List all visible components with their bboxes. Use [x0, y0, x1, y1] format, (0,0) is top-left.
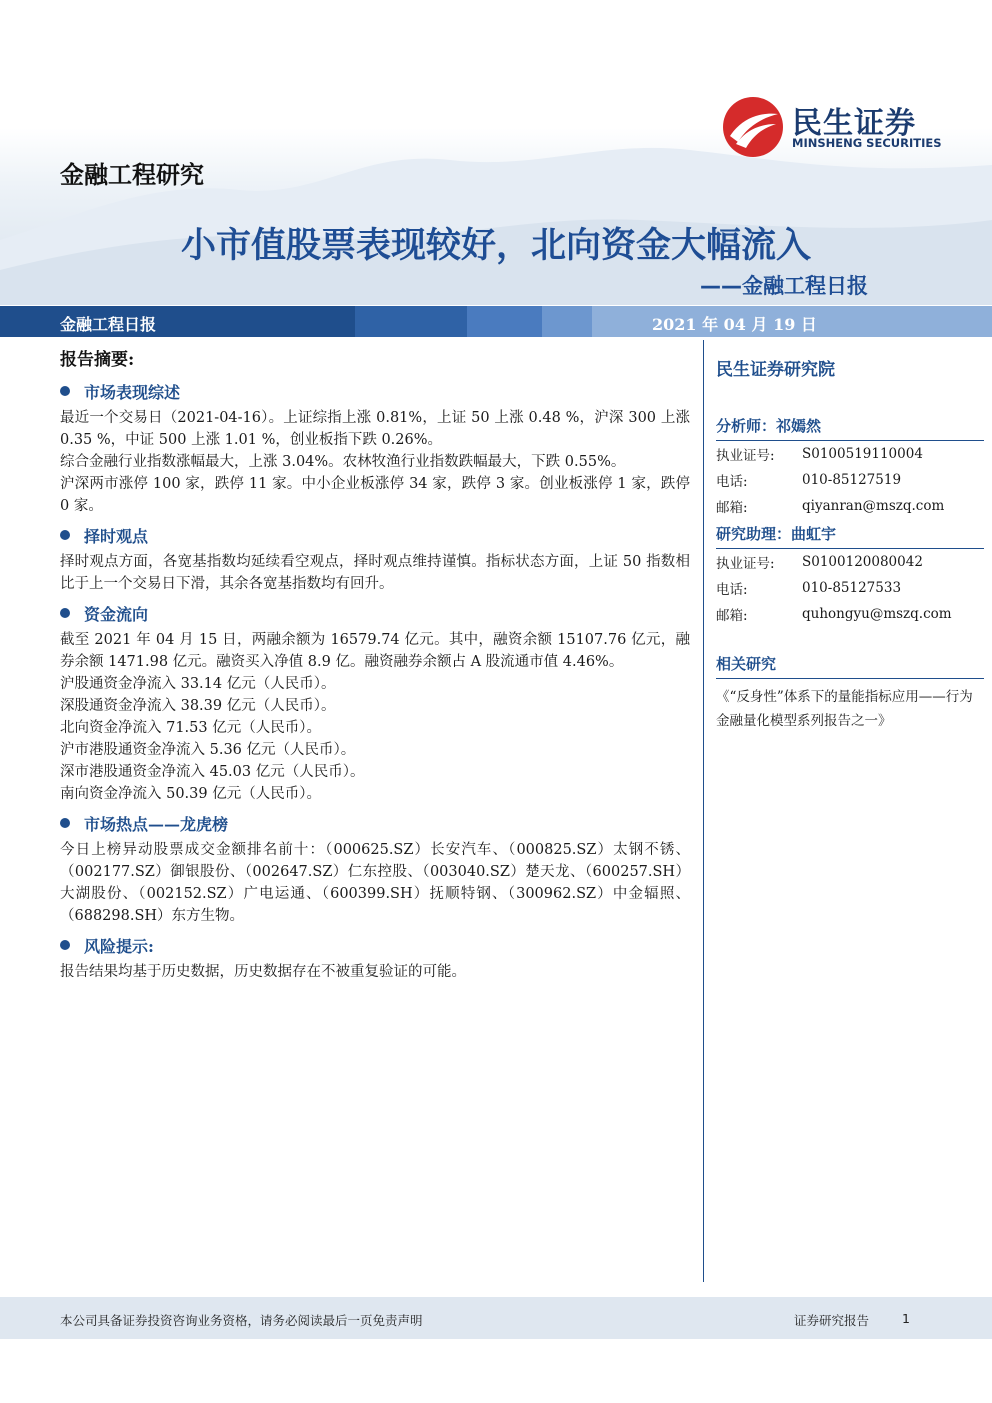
info-key: 执业证号: [716, 556, 775, 572]
section-header-timing [60, 522, 690, 548]
band-report-type: 金融工程日报 [60, 315, 157, 334]
related-research-link[interactable]: 《“反身性”体系下的量能指标应用——行为金融量化模型系列报告之一》 [716, 689, 973, 729]
info-key: 邮箱: [716, 500, 748, 516]
funds-line: 沪股通资金净流入 33.14 亿元（人民币）。 [60, 676, 336, 692]
assistant-header: 研究助理：曲虹宇 [716, 523, 984, 549]
info-value: S0100519110004 [802, 446, 923, 462]
bullet-icon [60, 818, 70, 828]
market-paragraph: 最近一个交易日（2021-04-16）。上证综指上涨 0.81%，上证 50 上涨 0.48 %，沪深 300 上涨 0.35 %，中证 500 上涨 1.01 %，创业板指下跌 0.26%。 [60, 410, 690, 448]
bullet-icon [60, 530, 70, 540]
bullet-icon [60, 940, 70, 950]
info-key: 执业证号: [716, 448, 775, 464]
info-key: 电话: [716, 582, 748, 598]
footer-disclaimer: 本公司具备证券投资咨询业务资格，请务必阅读最后一页免责声明 [60, 1313, 423, 1328]
report-category: 金融工程研究 [60, 161, 204, 189]
info-row [716, 575, 984, 601]
section-title: 风险提示: [84, 936, 154, 956]
section-title: 资金流向 [84, 604, 149, 624]
footer-report-type: 证券研究报告 [794, 1313, 870, 1328]
info-row [716, 549, 984, 575]
title-band [0, 306, 992, 337]
info-key: 电话: [716, 474, 748, 490]
market-paragraph: 综合金融行业指数涨幅最大，上涨 3.04%。农林牧渔行业指数跌幅最大，下跌 0.55%。 [60, 454, 626, 470]
funds-line: 南向资金净流入 50.39 亿元（人民币）。 [60, 786, 321, 802]
funds-paragraph: 截至 2021 年 04 月 15 日，两融余额为 16579.74 亿元。其中，融资余额 15107.76 亿元，融券余额 1471.98 亿元。融资买入净值 8.9 亿。融资融券余额占 A 股流通市值 4.46%。 [60, 632, 690, 670]
section-header-funds [60, 600, 690, 626]
market-paragraph: 沪深两市涨停 100 家，跌停 11 家。中小企业板涨停 34 家，跌停 3 家。创业板涨停 1 家，跌停 0 家。 [60, 476, 690, 514]
sidebar [716, 355, 984, 733]
page-footer [0, 1297, 992, 1339]
section-header-risk [60, 932, 690, 958]
timing-paragraph: 择时观点方面，各宽基指数均延续看空观点，择时观点维持谨慎。指标状态方面，上证 50 指数相比于上一个交易日下滑，其余各宽基指数均有回升。 [60, 554, 690, 592]
column-divider [703, 340, 704, 1282]
summary-label: 报告摘要: [60, 350, 135, 370]
minsheng-logo-icon [722, 96, 784, 158]
section-header-hot [60, 810, 690, 836]
funds-line: 深市港股通资金净流入 45.03 亿元（人民币）。 [60, 764, 365, 780]
band-segment [467, 306, 542, 337]
brand-name-cn: 民生证券 [792, 106, 916, 141]
bullet-icon [60, 386, 70, 396]
info-value: 010-85127533 [802, 580, 902, 596]
report-subtitle: ——金融工程日报 [700, 274, 868, 298]
related-research-header: 相关研究 [716, 653, 984, 679]
analyst-header: 分析师：祁嫣然 [716, 415, 984, 441]
info-row [716, 467, 984, 493]
info-key: 邮箱: [716, 608, 748, 624]
section-title: 择时观点 [84, 526, 149, 546]
section-header-market [60, 378, 690, 404]
info-row [716, 601, 984, 627]
section-title: 市场热点——龙虎榜 [84, 814, 229, 834]
band-report-date: 2021 年 04 月 19 日 [652, 315, 817, 334]
band-segment [542, 306, 592, 337]
brand-logo [722, 96, 954, 158]
page-number: 1 [902, 1311, 910, 1326]
summary-column [60, 378, 690, 988]
brand-name-en: MINSHENG SECURITIES [792, 136, 942, 150]
hot-paragraph: 今日上榜异动股票成交金额排名前十：（000625.SZ）长安汽车、（000825.SZ）太钢不锈、（002177.SZ）御银股份、（002647.SZ）仁东控股、（003040.SZ）楚天龙、（600257.SH）大湖股份、（002152.SZ）广电运通、（600399.SH）抚顺特钢、（300962.SZ）中金辐照、（688298.SH）东方生物。 [60, 842, 690, 924]
info-value: S0100120080042 [802, 554, 923, 570]
email-link[interactable]: quhongyu@mszq.com [802, 606, 952, 622]
email-link[interactable]: qiyanran@mszq.com [802, 498, 945, 514]
funds-line: 深股通资金净流入 38.39 亿元（人民币）。 [60, 698, 336, 714]
report-title: 小市值股票表现较好，北向资金大幅流入 [180, 226, 811, 266]
info-row [716, 493, 984, 519]
funds-line: 北向资金净流入 71.53 亿元（人民币）。 [60, 720, 321, 736]
funds-line: 沪市港股通资金净流入 5.36 亿元（人民币）。 [60, 742, 356, 758]
research-institute: 民生证券研究院 [716, 360, 835, 380]
info-row [716, 441, 984, 467]
risk-paragraph: 报告结果均基于历史数据，历史数据存在不被重复验证的可能。 [60, 964, 466, 980]
band-segment [355, 306, 467, 337]
info-value: 010-85127519 [802, 472, 902, 488]
section-title: 市场表现综述 [84, 382, 181, 402]
bullet-icon [60, 608, 70, 618]
